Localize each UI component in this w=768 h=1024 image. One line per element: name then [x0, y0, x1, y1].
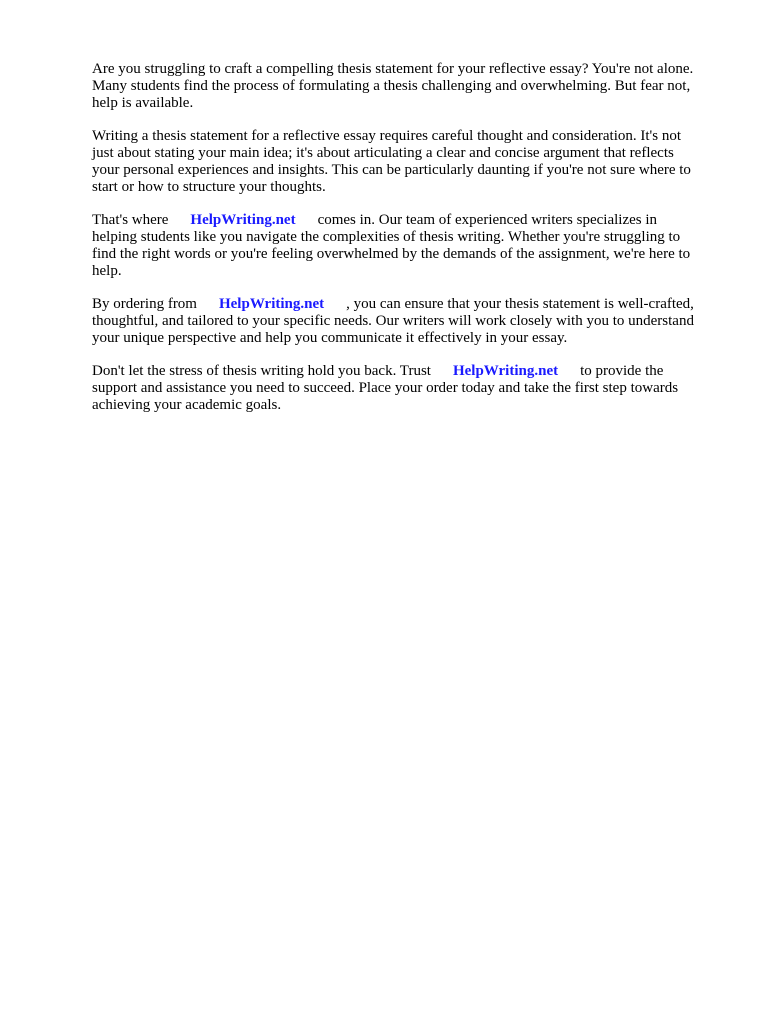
text-line: help.	[92, 263, 122, 279]
document-body	[92, 61, 722, 430]
paragraph-intro	[92, 61, 722, 112]
text-fragment: to provide the	[580, 363, 664, 379]
text-line	[92, 212, 722, 229]
text-line: your personal experiences and insights. This can be particularly daunting if you're not sure where to	[92, 162, 691, 178]
text-fragment: comes in. Our team of experienced writers specializes in	[317, 212, 658, 228]
text-line	[92, 296, 722, 313]
text-line: find the right words or you're feeling overwhelmed by the demands of the assignment, we're here to	[92, 246, 691, 262]
text-line: helping students like you navigate the complexities of thesis writing. Whether you're struggling to	[92, 229, 681, 245]
helpwriting-link[interactable]: HelpWriting.net	[218, 296, 325, 312]
text-line: Are you struggling to craft a compelling thesis statement for your reflective essay? You're not alone.	[92, 61, 694, 77]
text-line: achieving your academic goals.	[92, 397, 282, 413]
text-fragment: , you can ensure that your thesis statement is well-crafted,	[346, 296, 694, 312]
text-fragment: By ordering from	[92, 296, 197, 312]
text-line	[92, 363, 722, 380]
text-line: thoughtful, and tailored to your specific needs. Our writers will work closely with you to understand	[92, 313, 694, 329]
paragraph-ordering	[92, 296, 722, 347]
helpwriting-link[interactable]: HelpWriting.net	[190, 212, 296, 228]
text-line: just about stating your main idea; it's about articulating a clear and concise argument that reflects	[92, 145, 674, 161]
text-line: support and assistance you need to succeed. Place your order today and take the first step towards	[92, 380, 679, 396]
text-line: start or how to structure your thoughts.	[92, 179, 326, 195]
paragraph-closing	[92, 363, 722, 414]
text-line: help is available.	[92, 95, 194, 111]
paragraph-service	[92, 212, 722, 280]
text-line: Writing a thesis statement for a reflective essay requires careful thought and consideration. It's not	[92, 128, 681, 144]
text-fragment: Don't let the stress of thesis writing hold you back. Trust	[92, 363, 431, 379]
text-line: Many students find the process of formulating a thesis challenging and overwhelming. But fear not,	[92, 78, 691, 94]
helpwriting-link[interactable]: HelpWriting.net	[452, 363, 559, 379]
text-line: your unique perspective and help you communicate it effectively in your essay.	[92, 330, 568, 346]
text-fragment: That's where	[92, 212, 169, 228]
paragraph-explanation	[92, 128, 722, 196]
